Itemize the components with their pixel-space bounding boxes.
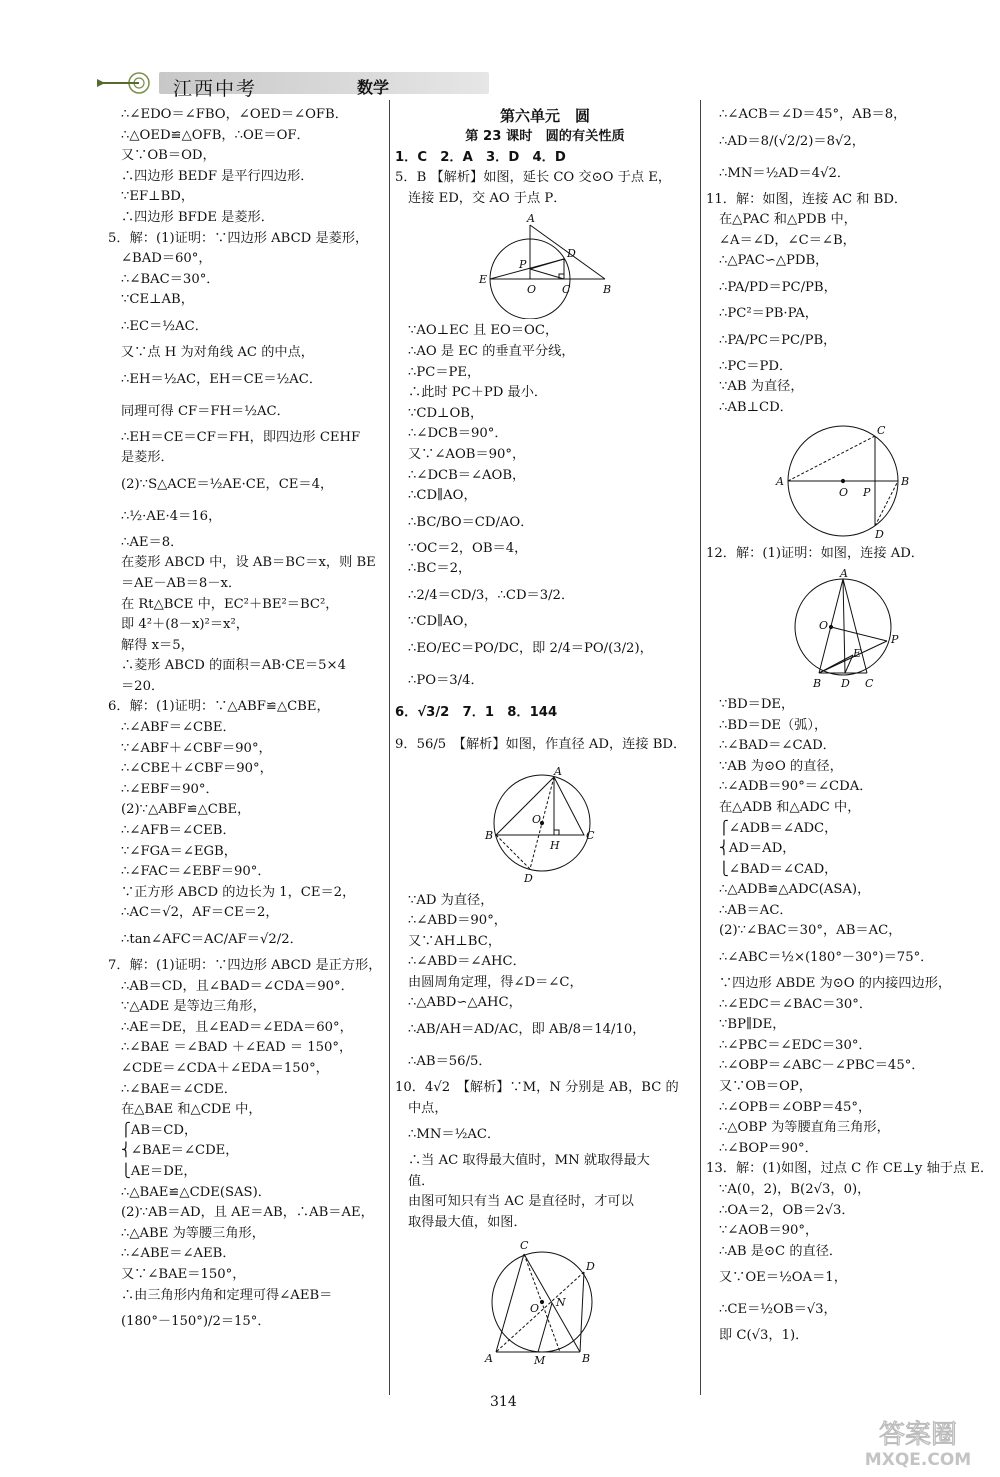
text-line: ⎩AE＝DE， — [121, 1163, 197, 1179]
text-line: ∴AB/AH＝AD/AC，即 AB/8＝14/10， — [408, 1022, 646, 1038]
text-line: ∴AO 是 EC 的垂直平分线， — [408, 343, 575, 359]
text-line: ∵正方形 ABCD 的边长为 1，CE＝2， — [121, 884, 356, 900]
text-line: ∵△ADE 是等边三角形， — [121, 999, 266, 1015]
text-line: ∴∠BOP＝90°． — [719, 1140, 818, 1156]
text-line: ⎧AB＝CD， — [121, 1122, 198, 1138]
text-line: (2)∵△ABF≌△CBE， — [121, 802, 251, 818]
text-line: ∴PA/PD＝PC/PB， — [719, 279, 837, 295]
text-line: ∴△ADB≌△ADC(ASA)， — [719, 882, 871, 898]
text-line: 在 Rt△BCE 中，EC²＋BE²＝BC²， — [121, 596, 339, 612]
fig1-label-E: E — [479, 273, 488, 287]
text-line: 由图可知只有当 AC 是直径时，才可以 — [408, 1194, 634, 1210]
text-line: ∴PA/PC＝PC/PB， — [719, 332, 837, 348]
text-line: ∵∠ABF＋∠CBF＝90°， — [121, 740, 272, 756]
answer-column-right — [706, 105, 994, 1347]
fig5-label-E: E — [853, 646, 862, 660]
text-line: ∵AB 为⊙O 的直径， — [719, 758, 843, 774]
arrow-target-logo-icon — [95, 70, 155, 96]
fig3-label-N: N — [556, 1295, 566, 1309]
watermark-top-text: 答案圈 — [878, 1420, 958, 1450]
text-line: 同理可得 CF＝FH＝½AC． — [121, 403, 290, 419]
text-line: ∴∠PBC＝∠EDC＝30°． — [719, 1037, 872, 1053]
text-line: ∴AE＝DE，且∠EAD＝∠EDA＝60°， — [121, 1019, 353, 1035]
text-line: 10．4√2 【解析】∵M，N 分别是 AB，BC 的 — [395, 1080, 679, 1096]
fig3-label-B: B — [582, 1351, 591, 1365]
fig4-label-C: C — [877, 424, 886, 438]
text-line: ∴PC²＝PB·PA， — [719, 305, 818, 321]
text-line: ∴四边形 BEDF 是平行四边形． — [121, 168, 314, 184]
watermark-bottom-text: MXQE.COM — [864, 1450, 972, 1470]
text-line: ∴AB 是⊙C 的直径． — [719, 1243, 843, 1259]
fig4-label-D: D — [875, 528, 884, 542]
text-line: (180°－150°)/2＝15°． — [121, 1314, 271, 1330]
fig4-label-B: B — [901, 475, 910, 489]
text-line: ∵AD 为直径， — [408, 892, 494, 908]
text-line: ∴∠ABC＝½×(180°－30°)＝75°． — [719, 950, 934, 966]
text-line: ⎨∠BAE＝∠CDE， — [121, 1143, 239, 1159]
text-line: ∴∠ABE＝∠AEB． — [121, 1246, 236, 1262]
fig2-label-O: O — [532, 812, 542, 826]
text-line: ∴∠CBE＋∠CBF＝90°， — [121, 761, 273, 777]
text-line: ∴∠ABD＝∠AHC． — [408, 954, 526, 970]
answer-column-middle — [395, 105, 695, 1370]
text-line: ∴由三角形内角和定理可得∠AEB＝ — [121, 1287, 333, 1303]
text-line: ∴△ABD∽△AHC， — [408, 995, 522, 1011]
text-line: ∵EF⊥BD， — [121, 189, 195, 205]
text-line: ∴PO＝3/4． — [408, 672, 484, 688]
text-line: 9．56/5 【解析】如图，作直径 AD，连接 BD． — [395, 736, 687, 752]
text-line: ∵四边形 ABDE 为⊙O 的内接四边形， — [719, 976, 952, 992]
text-line: ∴tan∠AFC＝AC/AF＝√2/2． — [121, 932, 303, 947]
text-line: 7．解：(1)证明：∵四边形 ABCD 是正方形， — [108, 958, 382, 973]
text-line: ∴四边形 BFDE 是菱形． — [121, 209, 274, 225]
text-line: ∴MN＝½AC． — [408, 1127, 501, 1143]
fig5-label-O: O — [819, 618, 829, 632]
text-line: ⎨AD＝AD， — [719, 841, 796, 857]
text-line: (2)∵AB＝AD，且 AE＝AB，∴AB＝AE， — [121, 1205, 374, 1221]
text-line: ∵OC＝2，OB＝4， — [408, 540, 528, 556]
text-line: ∴菱形 ABCD 的面积＝AB·CE＝5×4 — [121, 658, 346, 674]
text-line: ∠CDE＝∠CDA＋∠EDA＝150°， — [121, 1060, 329, 1076]
figure-12-circle — [781, 567, 911, 693]
text-line: ∴EH＝CE＝CF＝FH，即四边形 CEHF — [121, 429, 361, 445]
figure-11-circle — [771, 420, 921, 542]
text-line: ＝AE－AB＝8－x． — [121, 575, 242, 591]
text-line: ∴AE＝8． — [121, 534, 184, 550]
fig3-label-C: C — [520, 1238, 529, 1252]
book-title: 江西中考 — [173, 78, 258, 100]
text-line: 连接 ED，交 AO 于点 P． — [408, 190, 567, 206]
text-line: ∴EO/EC＝PO/DC，即 2/4＝PO/(3/2)， — [408, 640, 653, 656]
text-line: 在△ADB 和△ADC 中， — [719, 799, 861, 815]
fig4-label-A: A — [776, 475, 784, 489]
text-line: (2)∵S△ACE＝½AE·CE，CE＝4， — [121, 476, 334, 492]
fig1-label-C: C — [562, 283, 571, 297]
text-line: 5．解：(1)证明：∵四边形 ABCD 是菱形， — [108, 230, 369, 246]
text-line: ∴∠ABF＝∠CBE． — [121, 720, 236, 736]
text-line: ∴∠DCB＝∠AOB， — [408, 467, 526, 483]
text-line: 又∵∠BAE＝150°， — [121, 1266, 246, 1282]
text-line: 解得 x＝5， — [121, 637, 194, 653]
fig1-label-P: P — [519, 258, 527, 272]
text-line: ∴PC＝PD． — [719, 358, 793, 374]
text-line: ∴∠BAD＝∠CAD． — [719, 738, 836, 754]
text-line: 取得最大值，如图． — [408, 1215, 527, 1231]
text-line: ∴BC/BO＝CD/AO． — [408, 514, 534, 530]
fig1-label-D: D — [567, 247, 576, 261]
text-line: 在△PAC 和△PDB 中， — [719, 212, 857, 228]
text-line: ∵AB 为直径， — [719, 379, 804, 395]
text-line: 5．B 【解析】如图，延长 CO 交⊙O 于点 E， — [395, 170, 672, 186]
text-line: 即 C(√3，1)． — [719, 1328, 809, 1344]
answer-column-left — [108, 105, 380, 1338]
fig5-label-P: P — [891, 632, 899, 646]
text-line: 第六单元 圆 — [499, 107, 590, 125]
text-line: ∵AO⊥EC 且 EO＝OC， — [408, 323, 559, 339]
text-line: 又∵OB＝OD， — [121, 148, 216, 164]
text-line: ∴△OED≌△OFB，∴OE＝OF． — [121, 127, 310, 143]
text-line: ∵CE⊥AB， — [121, 292, 194, 308]
subject-label: 数学 — [357, 78, 390, 97]
fig5-label-C: C — [865, 676, 874, 690]
text-line: ∴∠BAE ＝∠BAD ＋∠EAD ＝ 150°， — [121, 1040, 353, 1056]
text-line: ∵∠AOB＝90°， — [719, 1223, 819, 1239]
text-line: ∴AB＝CD，且∠BAD＝∠CDA＝90°． — [121, 978, 354, 994]
text-line: ∵CD∥AO， — [408, 613, 477, 629]
text-line: ∴BD＝DE（弧）， — [719, 717, 828, 733]
text-line: ∴AB⊥CD． — [719, 399, 793, 415]
fig1-label-A: A — [527, 212, 535, 226]
text-line: 第 23 课时 圆的有关性质 — [465, 129, 625, 144]
watermark-logo — [848, 1415, 988, 1470]
text-line: ∴CE＝½OB＝√3， — [719, 1302, 837, 1318]
fig5-label-B: B — [813, 676, 822, 690]
text-line: 12．解：(1)证明：如图，连接 AD． — [706, 546, 924, 562]
text-line: 6．√3/2 7．1 8．144 — [395, 704, 558, 720]
page-number: 314 — [490, 1394, 517, 1410]
text-line: ∴∠BAC＝30°． — [121, 271, 220, 287]
text-line: ∴∠FAC＝∠EBF＝90°． — [121, 864, 271, 880]
text-line: ∴∠EDO＝∠FBO，∠OED＝∠OFB． — [121, 107, 348, 122]
text-line: 1．C 2．A 3．D 4．D — [395, 149, 566, 165]
text-line: (2)∵∠BAC＝30°，AB＝AC， — [719, 923, 902, 939]
text-line: ⎧∠ADB＝∠ADC， — [719, 820, 838, 836]
fig1-label-O: O — [527, 283, 537, 297]
text-line: ∴∠OBP＝∠ABC－∠PBC＝45°． — [719, 1058, 925, 1074]
text-line: 又∵OE＝½OA＝1， — [719, 1270, 847, 1286]
text-line: ∴½·AE·4＝16， — [121, 508, 222, 524]
text-line: ∴PC＝PE， — [408, 364, 481, 380]
text-line: ∵CD⊥OB， — [408, 405, 484, 421]
text-line: 又∵OB＝OP， — [719, 1079, 812, 1095]
text-line: ∴当 AC 取得最大值时，MN 就取得最大 — [408, 1153, 650, 1169]
fig3-label-M: M — [534, 1353, 546, 1367]
fig2-label-H: H — [550, 838, 560, 852]
fig2-label-A: A — [554, 764, 562, 778]
text-line: ∴△BAE≌△CDE(SAS)． — [121, 1184, 271, 1200]
figure-10-circle — [480, 1236, 610, 1368]
text-line: ∴∠DCB＝90°． — [408, 426, 508, 442]
text-line: ∴AC＝√2，AF＝CE＝2， — [121, 905, 279, 921]
text-line: ＝20． — [121, 678, 165, 694]
text-line: ∴BC＝2， — [408, 561, 472, 577]
text-line: ∴AB＝AC． — [719, 902, 793, 918]
text-line: ∵BP∥DE， — [719, 1017, 786, 1033]
figure-5-circle — [470, 211, 620, 319]
text-line: ∴AB＝56/5． — [408, 1054, 492, 1070]
column-divider — [389, 100, 390, 1395]
text-line: 又∵点 H 为对角线 AC 的中点， — [121, 344, 314, 360]
text-line: ∴△PAC∽△PDB， — [719, 253, 829, 269]
text-line: ∴2/4＝CD/3，∴CD＝3/2． — [408, 587, 575, 603]
text-line: ∴∠OPB＝∠OBP＝45°， — [719, 1099, 872, 1115]
figure-9-circle — [480, 763, 610, 889]
text-line: ∴∠EDC＝∠BAC＝30°． — [719, 996, 873, 1012]
fig2-label-D: D — [524, 871, 533, 885]
text-line: 13．解：(1)如图，过点 C 作 CE⊥y 轴于点 E． — [706, 1161, 994, 1177]
text-line: ∴EH＝½AC，EH＝CE＝½AC． — [121, 371, 323, 387]
text-line: ∠A＝∠D，∠C＝∠B， — [719, 232, 856, 248]
text-line: ∴△OBP 为等腰直角三角形， — [719, 1120, 890, 1136]
fig1-label-B: B — [603, 283, 612, 297]
text-line: 又∵AH⊥BC， — [408, 933, 502, 949]
text-line: 又∵∠AOB＝90°， — [408, 446, 526, 462]
fig4-label-P: P — [863, 486, 871, 500]
fig3-label-D: D — [586, 1259, 595, 1273]
text-line: ∴MN＝½AD＝4√2． — [719, 165, 851, 181]
text-line: ∴OA＝2，OB＝2√3． — [719, 1202, 855, 1218]
text-line: ∵∠FGA＝∠EGB， — [121, 843, 237, 859]
column-divider — [700, 100, 701, 1395]
text-line: ∴CD∥AO， — [408, 488, 477, 504]
text-line: 是菱形． — [121, 450, 174, 466]
text-line: 11．解：如图，连接 AC 和 BD． — [706, 191, 908, 207]
text-line: 在菱形 ABCD 中，设 AB＝BC＝x，则 BE — [121, 555, 376, 571]
fig5-label-A: A — [840, 566, 848, 580]
text-line: 由圆周角定理，得∠D＝∠C， — [408, 974, 583, 990]
text-line: ∴∠EBF＝90°． — [121, 781, 219, 797]
text-line: ⎩∠BAD＝∠CAD， — [719, 861, 838, 877]
fig3-label-A: A — [485, 1351, 493, 1365]
fig4-label-O: O — [839, 486, 849, 500]
text-line: 值． — [408, 1173, 435, 1189]
text-line: ∴∠AFB＝∠CEB． — [121, 823, 236, 839]
fig2-label-B: B — [485, 828, 494, 842]
text-line: ∴EC＝½AC． — [121, 318, 208, 334]
text-line: ∴∠ACB＝∠D＝45°，AB＝8， — [719, 107, 907, 122]
fig3-label-O: O — [530, 1301, 540, 1315]
text-line: 即 4²＋(8－x)²＝x²， — [121, 617, 249, 633]
text-line: 中点， — [408, 1100, 448, 1116]
fig5-label-D: D — [841, 676, 850, 690]
text-line: ∠BAD＝60°， — [121, 251, 212, 267]
text-line: ∴AD＝8/(√2/2)＝8√2， — [719, 133, 865, 149]
text-line: ∴此时 PC＋PD 最小． — [408, 385, 548, 401]
text-line: ∴∠ADB＝90°＝∠CDA． — [719, 779, 873, 795]
text-line: ∴∠BAE＝∠CDE． — [121, 1081, 237, 1097]
text-line: ∵A(0，2)，B(2√3，0)， — [719, 1182, 871, 1197]
text-line: 6．解：(1)证明：∵△ABF≌△CBE， — [108, 699, 330, 715]
text-line: ∴△ABE 为等腰三角形， — [121, 1225, 265, 1241]
fig2-label-C: C — [586, 828, 595, 842]
page-header — [95, 70, 495, 98]
text-line: 在△BAE 和△CDE 中， — [121, 1102, 262, 1118]
text-line: ∴∠ABD＝90°， — [408, 913, 507, 929]
text-line: ∵BD＝DE， — [719, 696, 795, 712]
